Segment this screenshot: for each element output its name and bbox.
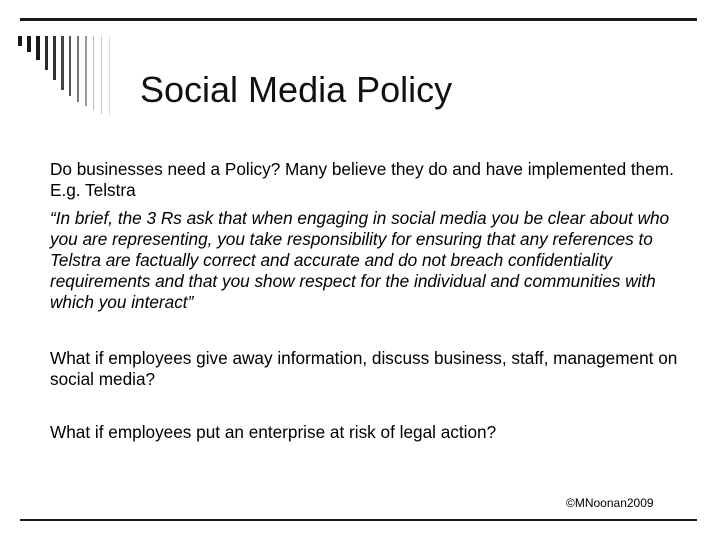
decorative-bar — [85, 36, 87, 106]
decorative-bar — [18, 36, 22, 46]
decorative-bar — [109, 36, 110, 116]
copyright-footer: ©MNoonan2009 — [566, 496, 654, 510]
decorative-bar — [45, 36, 48, 70]
question-paragraph-1: What if employees give away information, discuss business, staff, management on social media? — [50, 348, 678, 389]
slide-title: Social Media Policy — [140, 69, 453, 110]
decorative-bar — [77, 36, 79, 102]
decorative-bar — [93, 36, 94, 110]
decorative-bar — [27, 36, 31, 52]
decorative-bar — [61, 36, 64, 90]
bottom-rule — [20, 519, 697, 521]
question-paragraph-2: What if employees put an enterprise at risk of legal action? — [50, 422, 497, 442]
intro-paragraph: Do businesses need a Policy? Many believe they do and have implemented them. E.g. Telstra — [50, 159, 674, 200]
decorative-bar — [69, 36, 71, 96]
decorative-bar — [101, 36, 102, 114]
top-rule — [20, 18, 697, 21]
decorative-bar — [53, 36, 56, 80]
decorative-bar — [36, 36, 40, 60]
quote-paragraph: “In brief, the 3 Rs ask that when engaging in social media you be clear about who you are representing, you take responsibility for ensuring that any references to Telstra are factually correct and accurate and do not breach confidentiality requirements and that you show respect for the individual and communities with which you interact” — [50, 208, 670, 312]
